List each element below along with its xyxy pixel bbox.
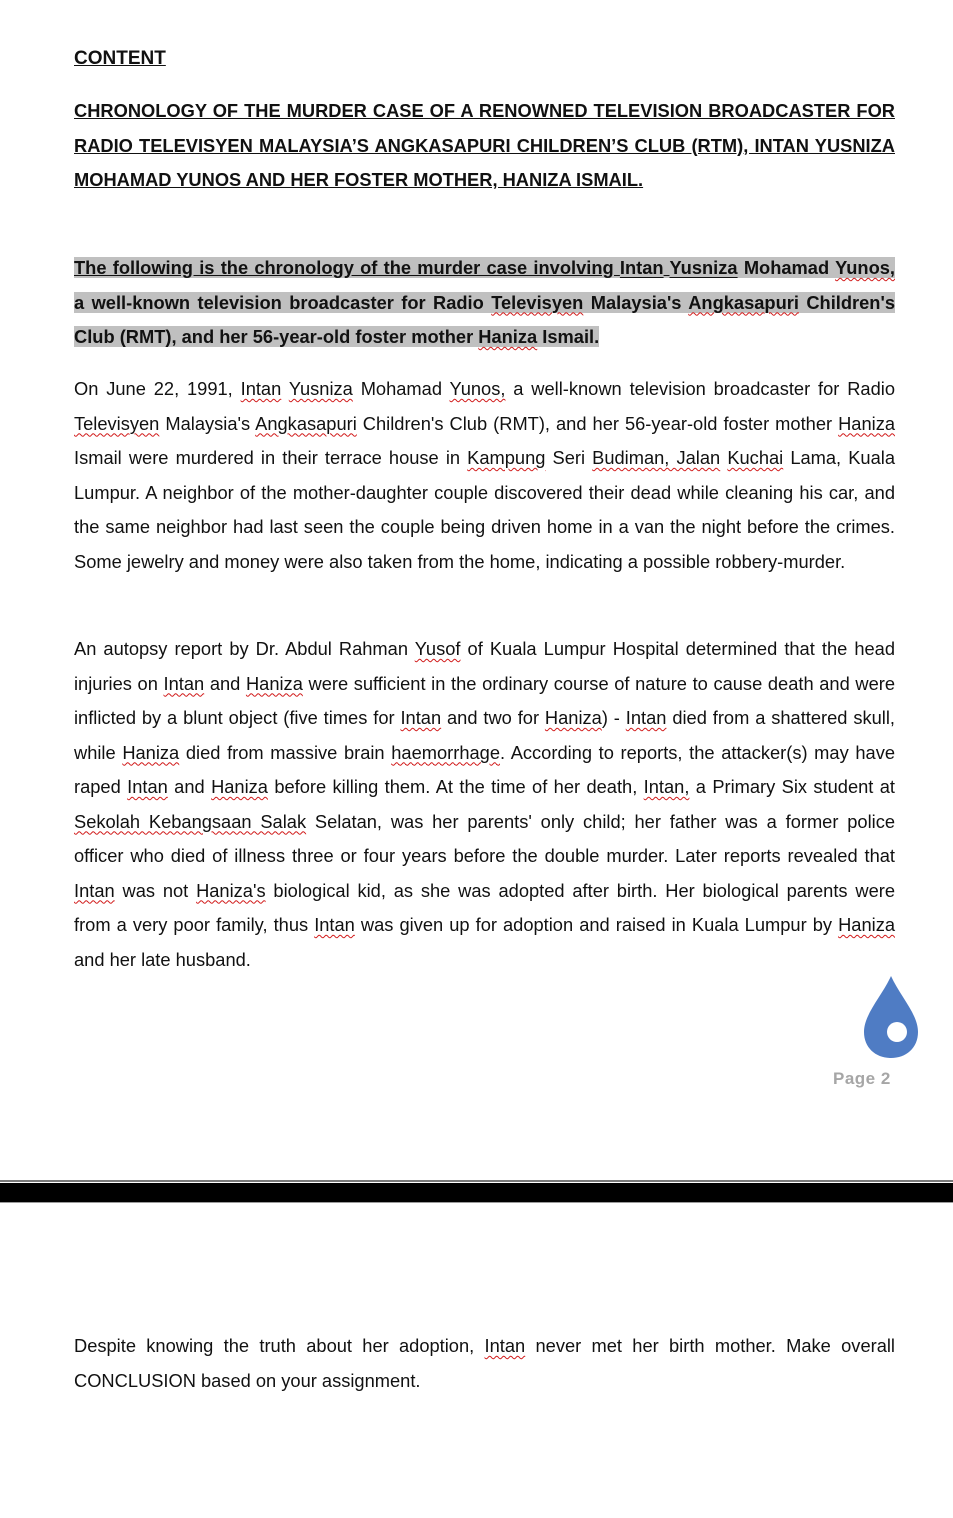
page-break-line-top [0,1180,953,1182]
content-label: CONTENT [74,48,166,69]
body-paragraph-3: Despite knowing the truth about her adoption, Intan never met her birth mother. Make overall CONCLUSION based on your assignment. [74,1335,895,1391]
document-title: CHRONOLOGY OF THE MURDER CASE OF A RENOWNED TELEVISION BROADCASTER FOR RADIO TELEVISYEN MALAYSIA’S ANGKASAPURI CHILDREN’S CLUB (RTM), INTAN YUSNIZA MOHAMAD YUNOS AND HER FOSTER MOTHER, HANIZA ISMAIL. [74,100,895,190]
page-break-bar [0,1183,953,1202]
body-paragraph-1: On June 22, 1991, Intan Yusniza Mohamad Yunos, a well-known television broadcaster for Radio Televisyen Malaysia's Angkasapuri Children's Club (RMT), and her 56-year-old foster mother Haniza Ismail were murdered in their terrace house in Kampung Seri Budiman, Jalan Kuchai Lama, Kuala Lumpur. A neighbor of the mother-daughter couple discovered their dead while cleaning his car, and the same neighbor had last seen the couple being driven home in a van the night before the crimes. Some jewelry and money were also taken from the home, indicating a possible robbery-murder. [74,378,895,572]
body-paragraph-2: An autopsy report by Dr. Abdul Rahman Yusof of Kuala Lumpur Hospital determined that the head injuries on Intan and Haniza were sufficient in the ordinary course of nature to cause death and were inflicted by a blunt object (five times for Intan and two for Haniza) - Intan died from a shattered skull, while Haniza died from massive brain haemorrhage. According to reports, the attacker(s) may have raped Intan and Haniza before killing them. At the time of her death, Intan, a Primary Six student at Sekolah Kebangsaan Salak Selatan, was her parents' only child; her father was a former police officer who died of illness three or four years before the double murder. Later reports revealed that Intan was not Haniza's biological kid, as she was adopted after birth. Her biological parents were from a very poor family, thus Intan was given up for adoption and raised in Kuala Lumpur by Haniza and her late husband. [74,638,896,970]
water-drop-icon [862,974,920,1060]
page-number: Page 2 [833,1069,891,1088]
lede-paragraph: The following is the chronology of the murder case involving Intan Yusniza Mohamad Yunos, a well-known television broadcaster for Radio Televisyen Malaysia's Angkasapuri Children's Club (RMT), and her 56-year-old foster mother Haniza Ismail. [74,257,895,347]
